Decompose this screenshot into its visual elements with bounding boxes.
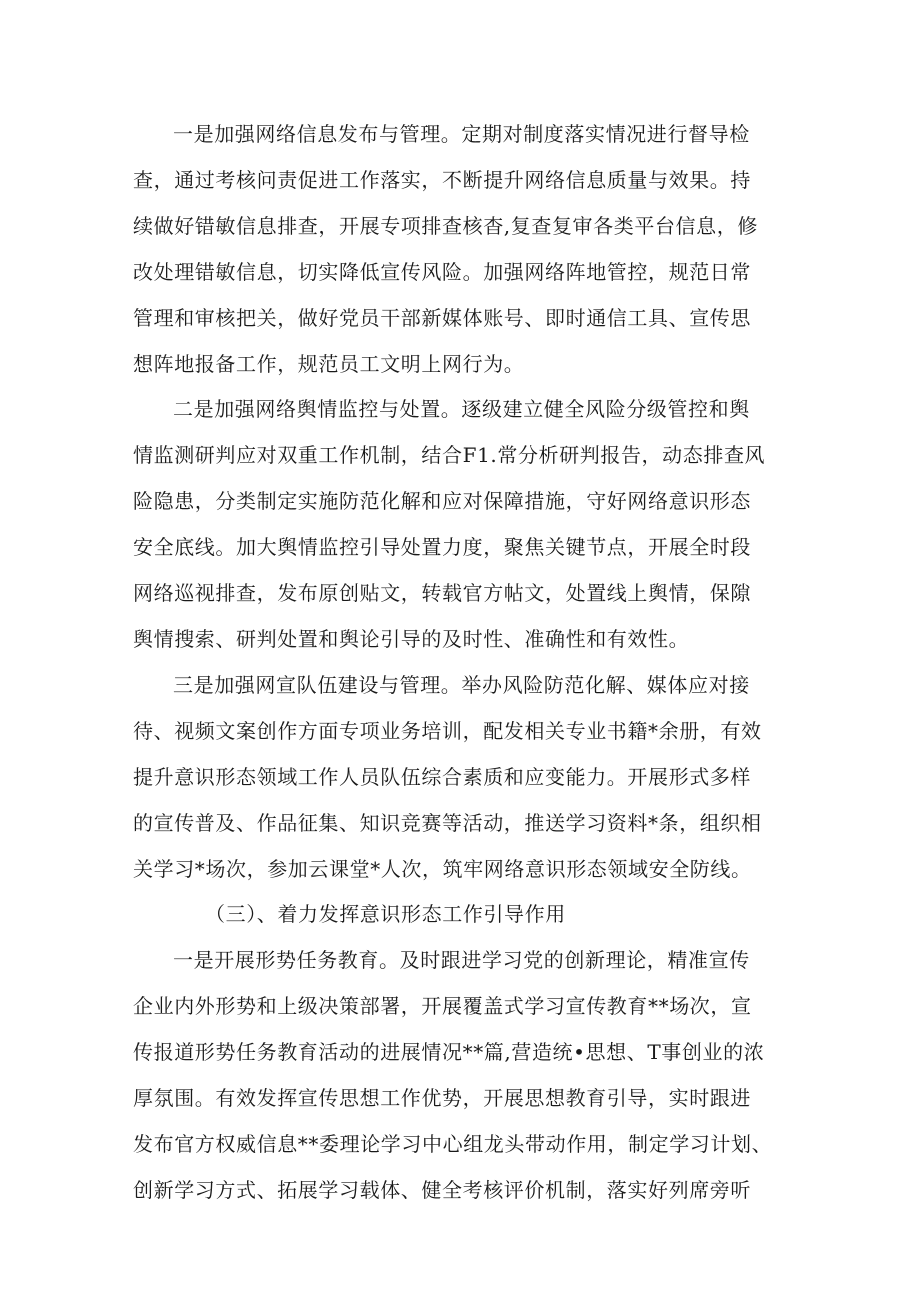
- paragraph-network-info-management: 一是加强网络信息发布与管理。定期对制度落实情况进行督导检 查，通过考核问责促进工作落实，不断提升网络信息质量与效果。持 续做好错敏信息排查，开展专项排查核杳,复查复审各类平台信息，修 改处理错敏信息，切实降低宣传风险。加强网络阵地管控，规范日常 管理和审核把关，做好党员干部新媒体账号、即时通信工具、宣传思 想阵地报备工作，规范员工文明上网行为。: [133, 122, 758, 376]
- paragraph-situation-education: 一是开展形势任务教育。及时跟进学习党的创新理论，精准宣传 企业内外形势和上级决策部署，开展覆盖式学习宣传教育**场次，宣 传报道形势任务教育活动的进展情况**篇,营造统•思想、T事创业的浓 厚氛围。有效发挥宣传思想工作优势，开展思想教育引导，实时跟进 发布官方权威信息**委理论学习中心组龙头带动作用，制定学习计划、 创新学习方式、拓展学习载体、健全考核评价机制，落实好列席旁听: [133, 948, 773, 1202]
- section-heading: （三）、着力发挥意识形态工作引导作用: [205, 902, 566, 927]
- paragraph-team-building: 三是加强网宣队伍建设与管理。举办风险防范化解、媒体应对接 待、视频文案创作方面专项业务培训，配发相关专业书籍*余册，有效 提升意识形态领域工作人员队伍综合素质和应变能力。开展形式多样 的宣传普及、作品征集、知识竞赛等活动，推送学习资料*条，组织相 关学习*场次，参加云课堂*人次，筑牢网络意识形态领域安全防线。: [133, 672, 762, 881]
- document-body: [133, 112, 795, 1214]
- paragraph-public-opinion-monitoring: 二是加强网络舆情监控与处置。逐级建立健全风险分级管控和舆 情监测研判应对双重工作机制，结合F1.常分析研判报告，动态排查风 险隐患，分类制定实施防范化解和应对保障措施，守好网络意识形态 安全底线。加大舆情监控引导处置力度，聚焦关键节点，开展全时段 网络巡视排查，发布原创贴文，转载官方帖文，处置线上舆情，保隙 舆情搜索、研判处置和舆论引导的及时性、准确性和有效性。: [133, 397, 766, 651]
